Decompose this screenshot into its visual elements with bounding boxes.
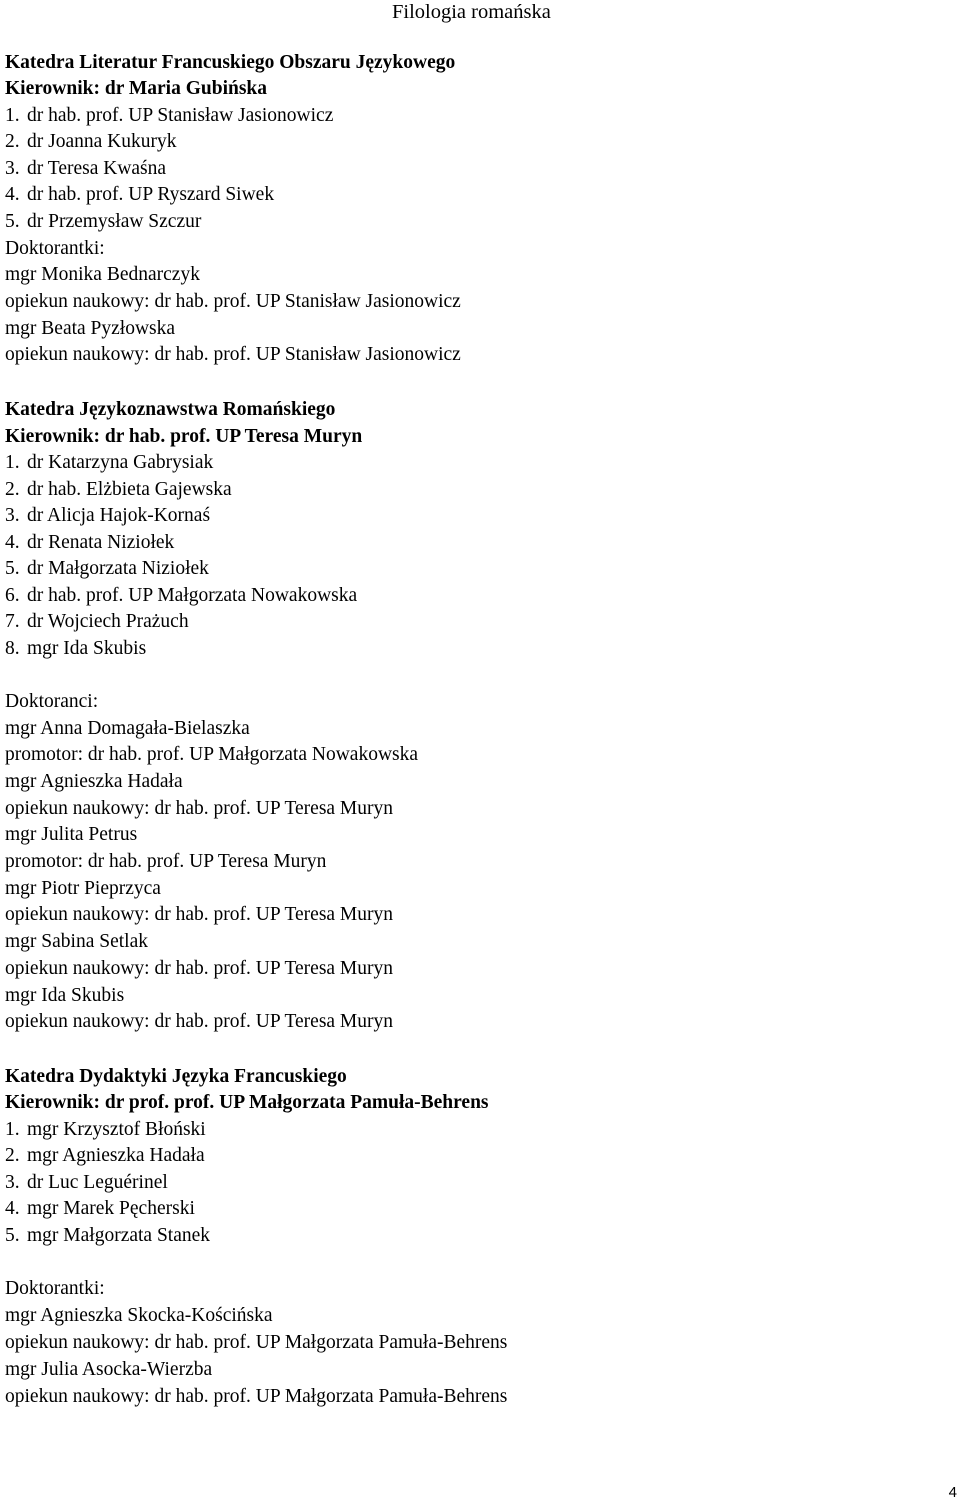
staff-number: 3. [5,1172,20,1193]
student-name: mgr Ida Skubis [5,985,125,1006]
page-header-faculty: Filologia romańska [392,1,551,23]
staff-item [5,636,146,662]
student-supervisor: opiekun naukowy: dr hab. prof. UP Teresa Muryn [5,1011,394,1032]
staff-item [5,1196,195,1222]
staff-number: 5. [5,1225,20,1246]
staff-name: dr hab. prof. UP Małgorzata Nowakowska [27,585,358,606]
staff-name: mgr Agnieszka Hadała [27,1145,205,1166]
staff-item [5,450,213,476]
staff-item [5,503,210,529]
staff-item [5,477,232,503]
staff-name: mgr Ida Skubis [27,638,147,659]
staff-name: dr Teresa Kwaśna [27,158,167,179]
staff-name: dr Luc Leguérinel [27,1172,168,1193]
student-supervisor: opiekun naukowy: dr hab. prof. UP Teresa Muryn [5,798,394,819]
staff-item [5,156,166,182]
student-name: mgr Anna Domagała-Bielaszka [5,718,250,739]
staff-item [5,209,201,235]
staff-item [5,1143,205,1169]
student-supervisor: opiekun naukowy: dr hab. prof. UP Teresa Muryn [5,904,394,925]
student-supervisor: promotor: dr hab. prof. UP Małgorzata Nowakowska [5,744,419,765]
section-title: Katedra Dydaktyki Języka Francuskiego [5,1066,347,1087]
staff-number: 1. [5,1119,20,1140]
students-label: Doktorantki: [5,238,105,259]
staff-item [5,1170,168,1196]
section-title: Katedra Literatur Francuskiego Obszaru Językowego [5,52,456,73]
staff-number: 2. [5,131,20,152]
section-head: Kierownik: dr hab. prof. UP Teresa Muryn [5,426,363,447]
student-name: mgr Monika Bednarczyk [5,264,200,285]
staff-number: 1. [5,452,20,473]
staff-number: 4. [5,1198,20,1219]
student-supervisor: opiekun naukowy: dr hab. prof. UP Małgorzata Pamuła-Behrens [5,1332,508,1353]
staff-item [5,1117,206,1143]
staff-item [5,583,357,609]
page-number: 4 [948,1484,957,1501]
staff-name: dr hab. prof. UP Stanisław Jasionowicz [27,105,334,126]
student-supervisor: opiekun naukowy: dr hab. prof. UP Stanisław Jasionowicz [5,344,461,365]
staff-item [5,129,176,155]
staff-number: 6. [5,585,20,606]
staff-name: dr Alicja Hajok-Kornaś [27,505,211,526]
staff-number: 5. [5,211,20,232]
section-head: Kierownik: dr prof. prof. UP Małgorzata Pamuła-Behrens [5,1092,489,1113]
staff-number: 4. [5,532,20,553]
staff-name: mgr Krzysztof Błoński [27,1119,206,1140]
staff-name: dr Joanna Kukuryk [27,131,177,152]
student-name: mgr Julita Petrus [5,824,138,845]
staff-name: mgr Marek Pęcherski [27,1198,195,1219]
staff-number: 2. [5,479,20,500]
staff-number: 1. [5,105,20,126]
student-name: mgr Sabina Setlak [5,931,148,952]
staff-name: dr Katarzyna Gabrysiak [27,452,214,473]
staff-number: 5. [5,558,20,579]
staff-number: 3. [5,505,20,526]
section-head: Kierownik: dr Maria Gubińska [5,78,268,99]
staff-number: 3. [5,158,20,179]
staff-name: dr hab. Elżbieta Gajewska [27,479,232,500]
student-name: mgr Piotr Pieprzyca [5,878,161,899]
staff-item [5,530,174,556]
staff-number: 7. [5,611,20,632]
staff-item [5,182,274,208]
staff-name: dr Małgorzata Niziołek [27,558,209,579]
staff-name: dr Wojciech Prażuch [27,611,189,632]
staff-item [5,609,189,635]
staff-name: dr Przemysław Szczur [27,211,202,232]
staff-number: 8. [5,638,20,659]
student-name: mgr Agnieszka Skocka-Kościńska [5,1305,273,1326]
staff-name: mgr Małgorzata Stanek [27,1225,211,1246]
staff-item [5,103,333,129]
staff-item [5,556,209,582]
student-name: mgr Beata Pyzłowska [5,318,176,339]
staff-name: dr hab. prof. UP Ryszard Siwek [27,184,275,205]
student-name: mgr Julia Asocka-Wierzba [5,1359,213,1380]
student-supervisor: opiekun naukowy: dr hab. prof. UP Teresa Muryn [5,958,394,979]
student-name: mgr Agnieszka Hadała [5,771,183,792]
staff-item [5,1223,210,1249]
students-label: Doktoranci: [5,691,99,712]
student-supervisor: opiekun naukowy: dr hab. prof. UP Małgorzata Pamuła-Behrens [5,1386,508,1407]
students-label: Doktorantki: [5,1278,105,1299]
staff-number: 2. [5,1145,20,1166]
section-title: Katedra Językoznawstwa Romańskiego [5,399,336,420]
staff-name: dr Renata Niziołek [27,532,175,553]
student-supervisor: promotor: dr hab. prof. UP Teresa Muryn [5,851,327,872]
staff-number: 4. [5,184,20,205]
student-supervisor: opiekun naukowy: dr hab. prof. UP Stanisław Jasionowicz [5,291,461,312]
